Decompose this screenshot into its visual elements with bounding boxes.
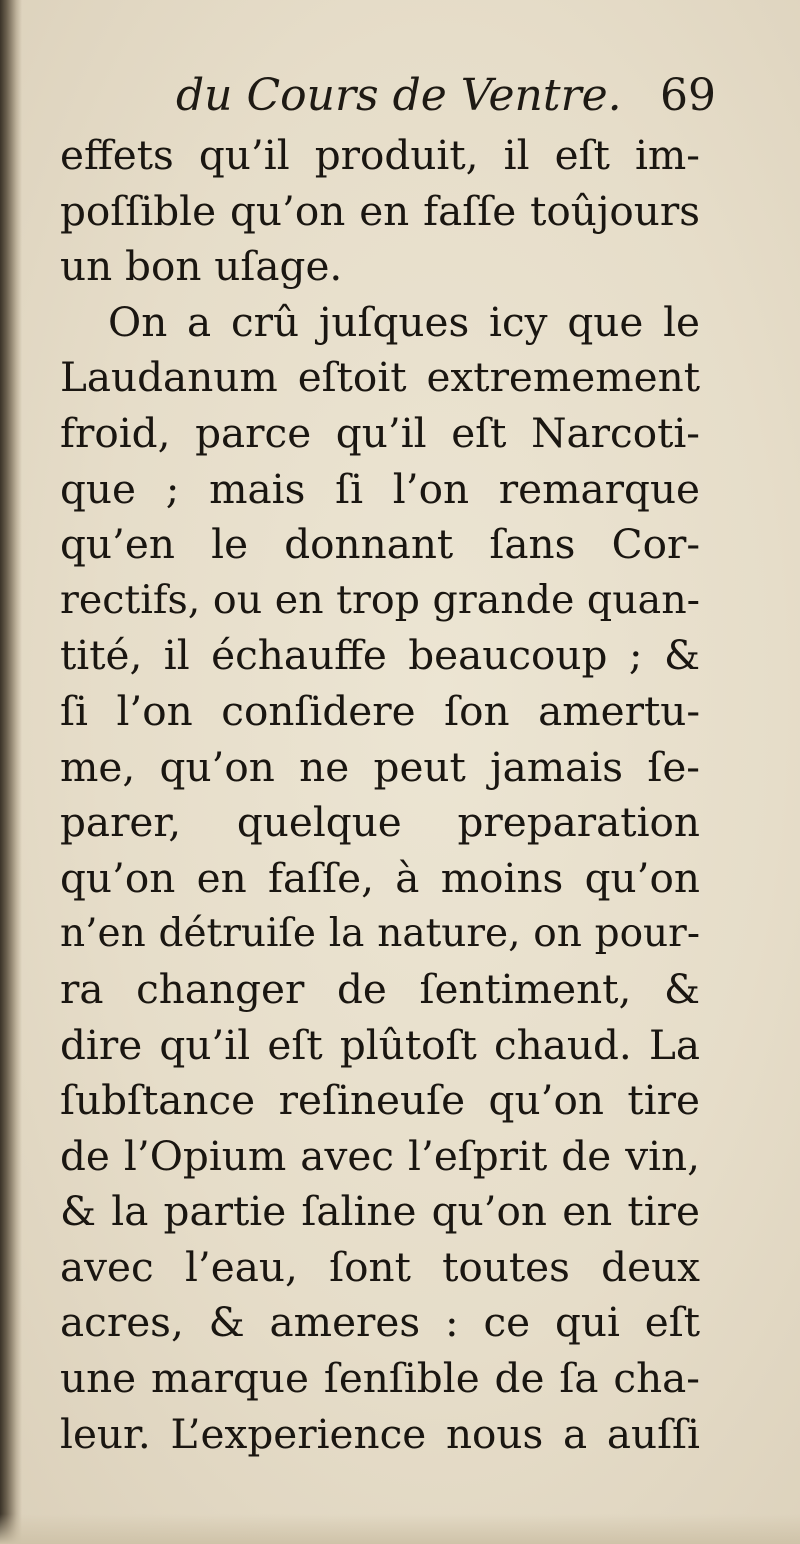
text-line: ſubſtance reſineuſe qu’on tire bbox=[60, 1076, 700, 1125]
text-line: ra changer de ſentiment, & bbox=[60, 964, 700, 1013]
body-text bbox=[60, 128, 700, 1462]
text-line: qu’en le donnant ſans Cor- bbox=[60, 520, 700, 569]
text-line: que ; mais ſi l’on remarque bbox=[60, 464, 700, 513]
text-line: tité, il échauffe beaucoup ; & bbox=[60, 631, 700, 680]
text-line: rectifs, ou en trop grande quan- bbox=[60, 576, 700, 623]
text-line: parer, quelque preparation bbox=[60, 798, 700, 847]
running-head: du Cours de Ventre. bbox=[176, 70, 622, 121]
text-line: avec l’eau, ſont toutes deux bbox=[60, 1242, 700, 1291]
text-line: une marque ſenſible de ſa cha- bbox=[60, 1354, 700, 1403]
text-line: qu’on en faſſe, à moins qu’on bbox=[60, 853, 700, 902]
text-line: On a crû juſques icy que le bbox=[108, 297, 700, 346]
text-line: & la partie ſaline qu’on en tire bbox=[60, 1187, 700, 1236]
text-line: ſi l’on conſidere ſon amertu- bbox=[60, 686, 700, 735]
text-line: me, qu’on ne peut jamais ſe- bbox=[60, 742, 700, 791]
text-line: n’en détruiſe la nature, on pour- bbox=[60, 911, 700, 957]
text-line: acres, & ameres : ce qui eſt bbox=[60, 1298, 700, 1347]
text-line: Laudanum eſtoit extremement bbox=[60, 353, 700, 402]
page-header bbox=[176, 70, 716, 130]
gutter-shadow bbox=[0, 0, 22, 1544]
text-line: dire qu’il eſt plûtoſt chaud. La bbox=[60, 1020, 700, 1069]
page-number: 69 bbox=[660, 70, 716, 121]
text-line: effets qu’il produit, il eſt im- bbox=[60, 131, 700, 179]
text-line: poſſible qu’on en faſſe toûjours bbox=[60, 186, 700, 235]
page-bottom-edge bbox=[0, 1514, 800, 1544]
text-line: un bon uſage. bbox=[60, 242, 343, 291]
text-line: leur. L’experience nous a auſſi bbox=[60, 1409, 700, 1458]
text-line: froid, parce qu’il eſt Narcoti- bbox=[60, 408, 700, 457]
text-line: de l’Opium avec l’eſprit de vin, bbox=[60, 1131, 700, 1180]
